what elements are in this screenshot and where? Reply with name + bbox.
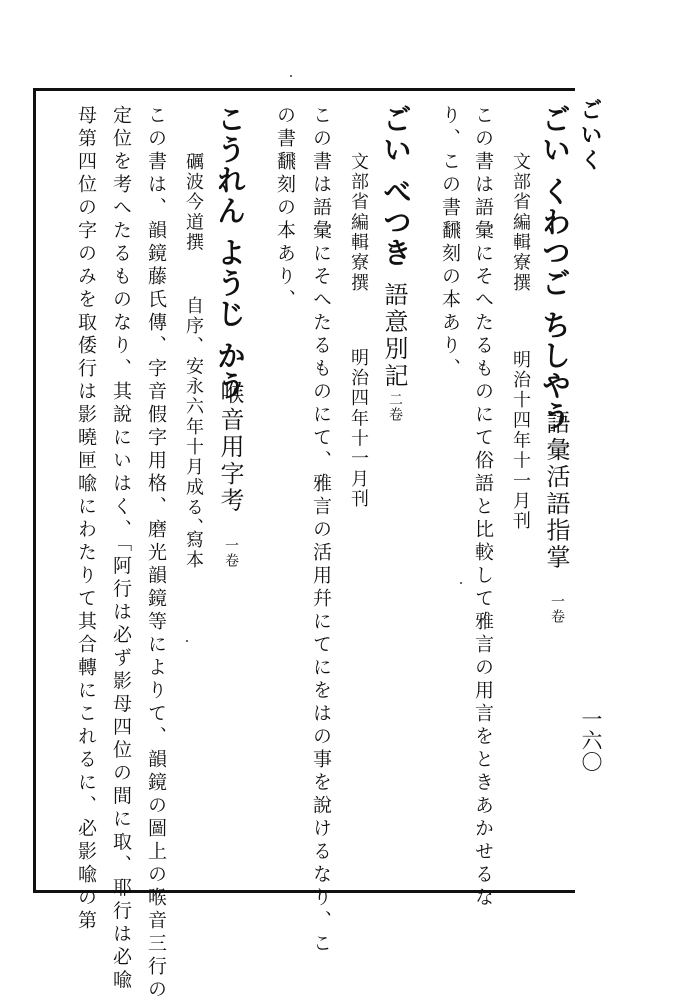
scan-speck bbox=[186, 640, 188, 642]
entry-1-editor: 文部省編輯寮撰 bbox=[510, 152, 531, 294]
scan-speck bbox=[290, 75, 292, 77]
entry-1-date: 明治十四年十一月刊 bbox=[510, 350, 531, 532]
entry-2-editor: 文部省編輯寮撰 bbox=[348, 152, 369, 294]
scan-speck bbox=[460, 582, 462, 584]
page-number: 一六〇 bbox=[579, 708, 603, 773]
entry-3-heading: こうれん ようじ かう bbox=[213, 104, 247, 402]
entry-2-body-line-2: の書飜刻の本あり、 bbox=[274, 105, 296, 312]
entry-3-body-line-1: この書は、韻鏡藤氏傳、字音假字用格、磨光韻鏡等によりて、韻鏡の圖上の喉音三行の bbox=[145, 105, 167, 1002]
entry-3-body-line-3: 母第四位の字のみを取倭行は影曉匣喩にわたりて其合轉にこれるに、必影喩の第 bbox=[75, 105, 97, 933]
entry-2-date: 明治四年十一月刊 bbox=[348, 348, 369, 510]
entry-3-author: 礪波今道撰 bbox=[183, 152, 204, 253]
entry-3-body-line-2: 定位を考へたるものなり、其說にいはく、「阿行は必ず影母四位の間に取、耶行は必喩 bbox=[110, 105, 132, 993]
entry-1-body-line-2: り、この書飜刻の本あり、 bbox=[439, 105, 461, 381]
entry-2-heading: ごい べつき bbox=[379, 104, 413, 268]
entry-1-body-line-1: この書は語彙にそへたるものにて俗語と比較して雅言の用言をときあかせるな bbox=[472, 105, 494, 910]
entry-3-manuscript: 寫本 bbox=[183, 530, 204, 571]
entry-2-volumes: 二卷 bbox=[387, 392, 403, 423]
entry-1-title: 語彙活語指掌 bbox=[542, 410, 570, 572]
entry-1-heading: ごい くわつご ちしやう bbox=[538, 104, 572, 432]
entry-1-volumes: 一卷 bbox=[549, 594, 565, 625]
entry-2-body-line-1: この書は語彙にそへたるものにて、雅言の活用幷にてにをはの事を說けるなり、こ bbox=[310, 105, 332, 956]
entry-3-preface: 自序、安永六年十月成る、 bbox=[183, 296, 204, 538]
entry-3-volumes: 一卷 bbox=[223, 538, 239, 569]
entry-2-title: 語意別記 bbox=[380, 282, 408, 390]
running-head: ごいく bbox=[577, 98, 603, 174]
entry-3-title: 喉音用字考 bbox=[216, 380, 244, 515]
